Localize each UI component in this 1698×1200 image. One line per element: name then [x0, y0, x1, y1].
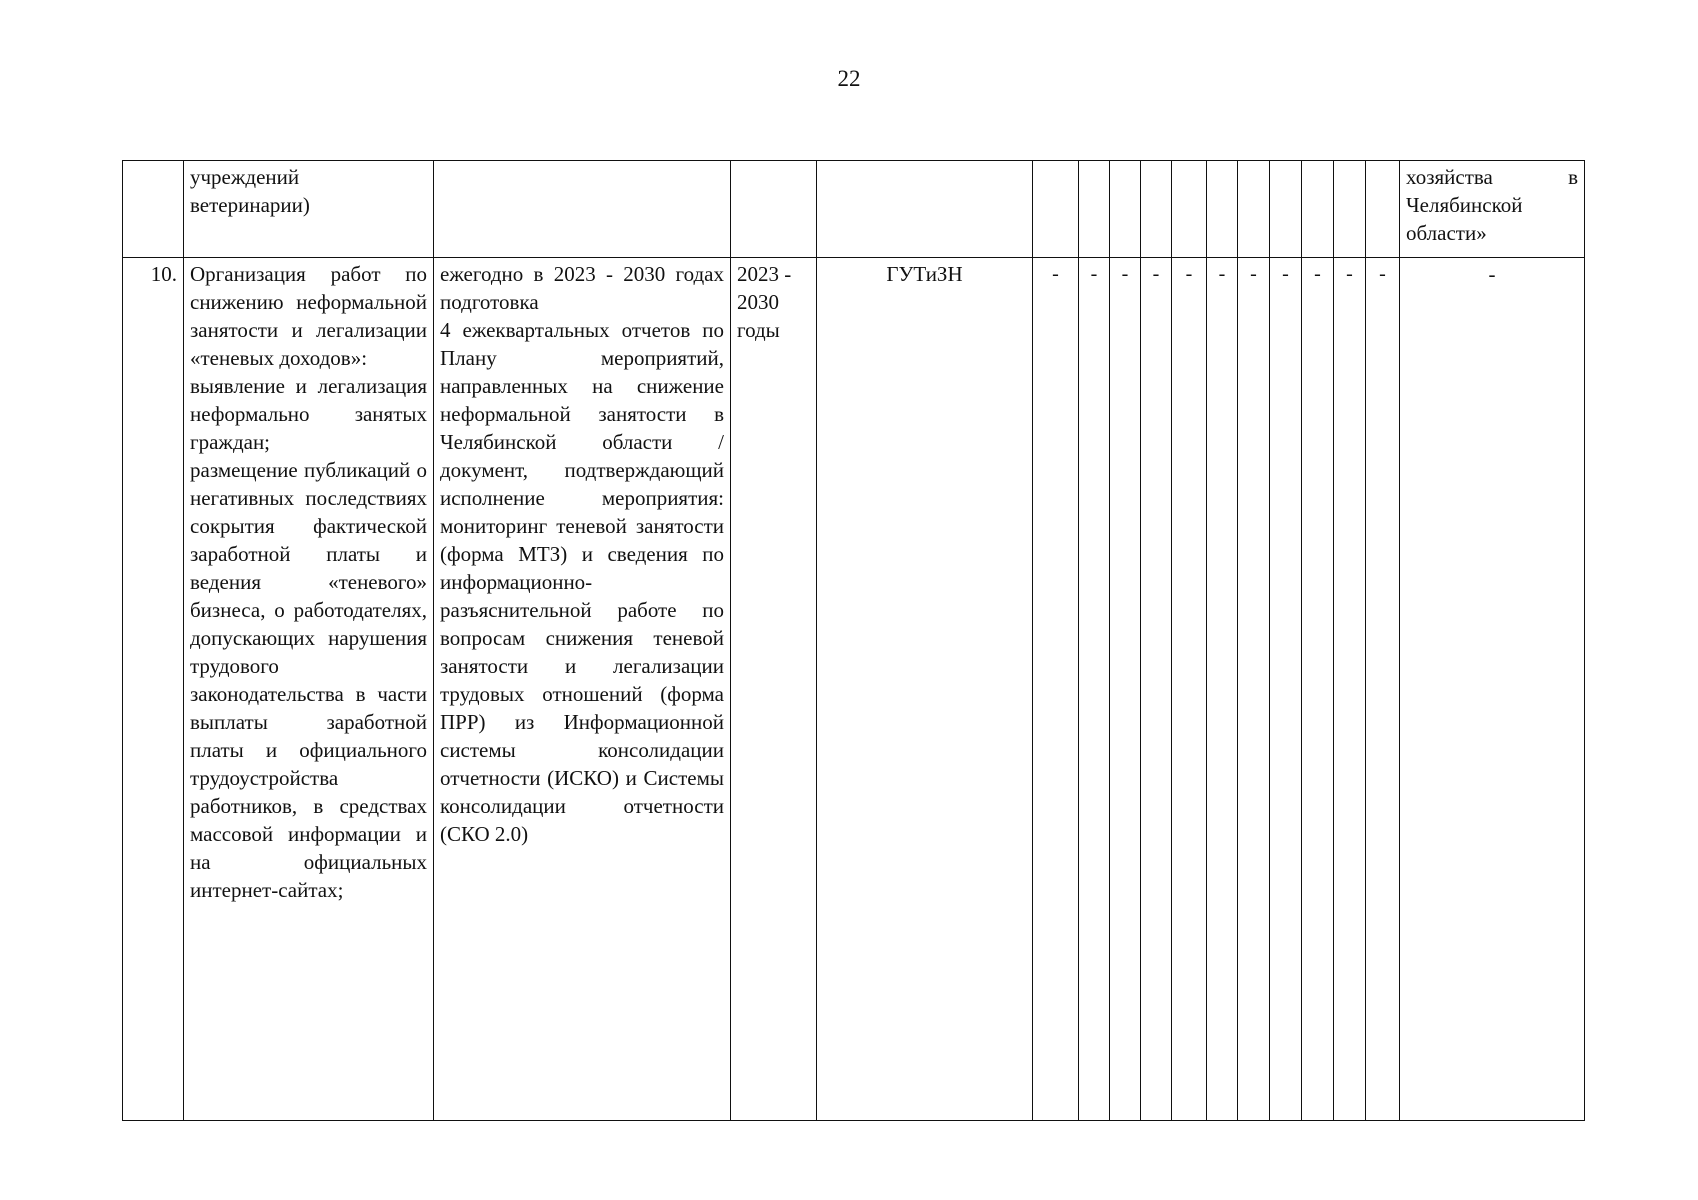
row-number-cell: 10.	[123, 258, 184, 1121]
value-cell	[1270, 161, 1302, 258]
value-cell: -	[1302, 258, 1334, 1121]
program-cell: хозяйства в Челябинской области»	[1400, 161, 1585, 258]
value-cell	[1302, 161, 1334, 258]
value-cell	[1207, 161, 1238, 258]
value-cell: -	[1366, 258, 1400, 1121]
value-cell	[1366, 161, 1400, 258]
value-cell	[1141, 161, 1172, 258]
plan-table	[122, 160, 1585, 1121]
value-cell: -	[1334, 258, 1366, 1121]
value-cell: -	[1141, 258, 1172, 1121]
value-cell: -	[1238, 258, 1270, 1121]
value-cell	[1334, 161, 1366, 258]
row-number-cell	[123, 161, 184, 258]
period-cell: 2023 - 2030 годы	[731, 258, 817, 1121]
value-cell: -	[1207, 258, 1238, 1121]
value-cell: -	[1270, 258, 1302, 1121]
value-cell	[1238, 161, 1270, 258]
value-cell: -	[1033, 258, 1079, 1121]
executor-cell	[817, 161, 1033, 258]
table-row-continuation	[123, 161, 1585, 258]
value-cell	[1110, 161, 1141, 258]
executor-cell: ГУТиЗН	[817, 258, 1033, 1121]
value-cell: -	[1110, 258, 1141, 1121]
value-cell	[1033, 161, 1079, 258]
measure-cell: учреждений ветеринарии)	[184, 161, 434, 258]
value-cell: -	[1172, 258, 1207, 1121]
program-cell: -	[1400, 258, 1585, 1121]
measure-cell: Организация работ по снижению неформальной занятости и легализации «теневых доходов»: выявление и легализация неформально занятых граждан; размещение публикаций о негативных последствиях сокрытия фактической заработной платы и ведения «теневого» бизнеса, о работодателях, допускающих нарушения трудового законодательства в части выплаты заработной платы и официального трудоустройства работников, в средствах массовой информации и на официальных интернет-сайтах;	[184, 258, 434, 1121]
result-cell: ежегодно в 2023 - 2030 годах подготовка 4 ежеквартальных отчетов по Плану мероприятий, направленных на снижение неформальной занятости в Челябинской области / документ, подтверждающий исполнение мероприятия: мониторинг теневой занятости (форма МТЗ) и сведения по информационно-разъяснительной работе по вопросам снижения теневой занятости и легализации трудовых отношений (форма ПРР) из Информационной системы консолидации отчетности (ИСКО) и Системы консолидации отчетности (СКО 2.0)	[434, 258, 731, 1121]
table-row-10	[123, 258, 1585, 1121]
value-cell	[1079, 161, 1110, 258]
period-cell	[731, 161, 817, 258]
value-cell: -	[1079, 258, 1110, 1121]
page-number: 22	[837, 66, 861, 91]
result-cell	[434, 161, 731, 258]
value-cell	[1172, 161, 1207, 258]
